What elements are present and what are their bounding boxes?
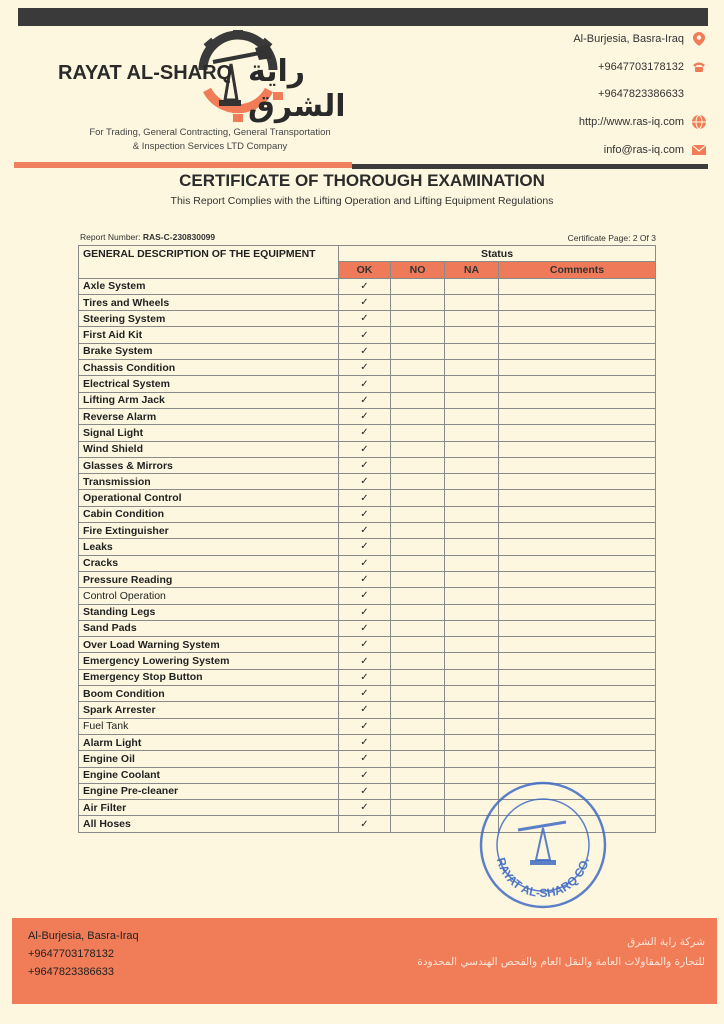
table-row [79,392,656,408]
table-row [79,637,656,653]
no-cell [391,294,445,310]
item-name: Spark Arrester [79,702,339,718]
item-name: Lifting Arm Jack [79,392,339,408]
footer-phone-2: +9647823386633 [28,966,114,978]
globe-icon [692,115,706,129]
no-cell [391,441,445,457]
table-row [79,278,656,294]
no-cell [391,490,445,506]
no-cell [391,360,445,376]
contact-website: http://www.ras-iq.com [579,115,706,129]
comments-cell [499,457,656,473]
table-row [79,311,656,327]
item-name: All Hoses [79,816,339,832]
item-name: Cabin Condition [79,506,339,522]
na-cell [445,686,499,702]
no-cell [391,637,445,653]
item-name: Steering System [79,311,339,327]
table-row [79,604,656,620]
na-cell [445,474,499,490]
comments-cell [499,408,656,424]
table-row [79,360,656,376]
table-row [79,702,656,718]
item-name: First Aid Kit [79,327,339,343]
na-cell [445,653,499,669]
page-subtitle: This Report Complies with the Lifting Operation and Lifting Equipment Regulations [170,195,554,207]
comments-cell [499,376,656,392]
stamp-text: RAYAT AL-SHARQ CO. [493,855,593,901]
item-name: Wind Shield [79,441,339,457]
no-cell [391,604,445,620]
comments-cell [499,327,656,343]
na-cell [445,457,499,473]
inspection-table [78,245,656,833]
location-icon [692,32,706,46]
comments-cell [499,311,656,327]
no-cell [391,620,445,636]
table-row [79,523,656,539]
ok-check-mark: ✓ [339,816,391,832]
table-row [79,474,656,490]
item-name: Engine Oil [79,751,339,767]
na-cell [445,734,499,750]
table-row [79,408,656,424]
na-cell [445,571,499,587]
no-cell [391,800,445,816]
comments-cell [499,734,656,750]
certificate-page: Certificate Page: 2 Of 3 [567,233,656,243]
comments-cell [499,392,656,408]
logo-english-text: RAYAT AL-SHARQ [58,62,233,84]
comments-cell [499,523,656,539]
no-cell [391,425,445,441]
ok-check-mark: ✓ [339,555,391,571]
ok-check-mark: ✓ [339,523,391,539]
comments-cell [499,425,656,441]
comments-cell [499,604,656,620]
no-cell [391,653,445,669]
comments-cell [499,637,656,653]
na-cell [445,539,499,555]
item-name: Alarm Light [79,734,339,750]
ok-check-mark: ✓ [339,783,391,799]
ok-check-mark: ✓ [339,767,391,783]
item-name: Electrical System [79,376,339,392]
table-row [79,539,656,555]
description-header: GENERAL DESCRIPTION OF THE EQUIPMENT [79,246,339,279]
na-cell [445,702,499,718]
na-cell [445,637,499,653]
ok-check-mark: ✓ [339,539,391,555]
item-name: Leaks [79,539,339,555]
na-cell [445,294,499,310]
na-cell [445,523,499,539]
ok-check-mark: ✓ [339,686,391,702]
table-row [79,751,656,767]
no-cell [391,278,445,294]
company-logo [58,30,358,122]
item-name: Glasses & Mirrors [79,457,339,473]
contact-phone-1: +9647703178132 [598,60,706,74]
comments-cell [499,620,656,636]
no-cell [391,751,445,767]
na-cell [445,360,499,376]
ok-check-mark: ✓ [339,278,391,294]
report-number-label: Report Number: [80,232,141,242]
contact-phone-2: +9647823386633 [598,88,684,100]
ok-check-mark: ✓ [339,653,391,669]
company-description-line1: For Trading, General Contracting, General Transportation [89,127,331,138]
table-row [79,571,656,587]
table-row [79,490,656,506]
footer [12,918,717,1004]
comments-cell [499,539,656,555]
ok-check-mark: ✓ [339,311,391,327]
top-bar [18,8,708,26]
na-cell [445,441,499,457]
item-name: Cracks [79,555,339,571]
no-cell [391,571,445,587]
comments-cell [499,751,656,767]
comments-cell [499,474,656,490]
na-cell [445,327,499,343]
na-cell [445,604,499,620]
na-cell [445,425,499,441]
no-cell [391,669,445,685]
ok-check-mark: ✓ [339,637,391,653]
page-title: CERTIFICATE OF THOROUGH EXAMINATION [179,171,545,190]
na-cell [445,555,499,571]
item-name: Control Operation [79,588,339,604]
ok-check-mark: ✓ [339,376,391,392]
comments-cell [499,441,656,457]
phone-icon [692,60,706,74]
item-name: Axle System [79,278,339,294]
table-row [79,457,656,473]
item-name: Operational Control [79,490,339,506]
footer-phone-1: +9647703178132 [28,948,114,960]
report-number [80,232,215,242]
na-cell [445,408,499,424]
no-cell [391,588,445,604]
company-description-line2: & Inspection Services LTD Company [132,141,288,152]
table-row [79,718,656,734]
table-row [79,441,656,457]
na-cell [445,588,499,604]
na-cell [445,506,499,522]
comments-cell [499,490,656,506]
footer-arabic-description: للتجارة والمقاولات العامة والنقل العام والفحص الهندسي المحدودة [417,956,705,968]
na-cell [445,718,499,734]
no-cell [391,686,445,702]
table-row [79,686,656,702]
contact-address: Al-Burjesia, Basra-Iraq [573,32,706,46]
column-na: NA [445,262,499,278]
column-no: NO [391,262,445,278]
ok-check-mark: ✓ [339,294,391,310]
item-name: Pressure Reading [79,571,339,587]
no-cell [391,718,445,734]
table-row [79,620,656,636]
ok-check-mark: ✓ [339,360,391,376]
table-body [79,278,656,832]
ok-check-mark: ✓ [339,408,391,424]
item-name: Fuel Tank [79,718,339,734]
mail-icon [692,143,706,157]
ok-check-mark: ✓ [339,441,391,457]
no-cell [391,702,445,718]
item-name: Chassis Condition [79,360,339,376]
table-row [79,734,656,750]
item-name: Brake System [79,343,339,359]
no-cell [391,408,445,424]
table-header-row [79,246,656,262]
ok-check-mark: ✓ [339,669,391,685]
no-cell [391,506,445,522]
comments-cell [499,506,656,522]
na-cell [445,392,499,408]
item-name: Emergency Lowering System [79,653,339,669]
item-name: Reverse Alarm [79,408,339,424]
na-cell [445,278,499,294]
comments-cell [499,294,656,310]
no-cell [391,767,445,783]
table-row [79,425,656,441]
table-row [79,653,656,669]
comments-cell [499,278,656,294]
comments-cell [499,360,656,376]
na-cell [445,490,499,506]
item-name: Fire Extinguisher [79,523,339,539]
status-header: Status [339,246,656,262]
comments-cell [499,343,656,359]
logo-arabic-text: راية الشرق [248,54,346,124]
no-cell [391,343,445,359]
footer-arabic-company: شركة راية الشرق [627,936,705,948]
table-row [79,555,656,571]
table-row [79,343,656,359]
column-comments: Comments [499,262,656,278]
na-cell [445,343,499,359]
item-name: Signal Light [79,425,339,441]
comments-cell [499,718,656,734]
na-cell [445,669,499,685]
item-name: Boom Condition [79,686,339,702]
na-cell [445,751,499,767]
company-stamp [478,780,608,910]
na-cell [445,376,499,392]
footer-address: Al-Burjesia, Basra-Iraq [28,930,139,942]
comments-cell [499,588,656,604]
no-cell [391,327,445,343]
item-name: Over Load Warning System [79,637,339,653]
item-name: Standing Legs [79,604,339,620]
table-row [79,294,656,310]
contact-email: info@ras-iq.com [604,143,706,157]
ok-check-mark: ✓ [339,327,391,343]
no-cell [391,392,445,408]
ok-check-mark: ✓ [339,571,391,587]
ok-check-mark: ✓ [339,604,391,620]
comments-cell [499,702,656,718]
item-name: Tires and Wheels [79,294,339,310]
comments-cell [499,669,656,685]
ok-check-mark: ✓ [339,588,391,604]
no-cell [391,734,445,750]
comments-cell [499,571,656,587]
table-row [79,376,656,392]
no-cell [391,555,445,571]
ok-check-mark: ✓ [339,474,391,490]
no-cell [391,474,445,490]
no-cell [391,816,445,832]
no-cell [391,523,445,539]
table-row [79,669,656,685]
ok-check-mark: ✓ [339,800,391,816]
table-row [79,588,656,604]
ok-check-mark: ✓ [339,751,391,767]
item-name: Sand Pads [79,620,339,636]
no-cell [391,783,445,799]
header-divider-orange [14,162,352,168]
comments-cell [499,686,656,702]
no-cell [391,311,445,327]
na-cell [445,311,499,327]
item-name: Engine Coolant [79,767,339,783]
item-name: Engine Pre-cleaner [79,783,339,799]
no-cell [391,457,445,473]
ok-check-mark: ✓ [339,718,391,734]
report-number-value: RAS-C-230830099 [142,232,216,242]
ok-check-mark: ✓ [339,343,391,359]
na-cell [445,620,499,636]
no-cell [391,539,445,555]
header-divider-dark [352,164,708,169]
ok-check-mark: ✓ [339,490,391,506]
column-ok: OK [339,262,391,278]
comments-cell [499,555,656,571]
ok-check-mark: ✓ [339,506,391,522]
item-name: Transmission [79,474,339,490]
table-row [79,506,656,522]
no-cell [391,376,445,392]
item-name: Emergency Stop Button [79,669,339,685]
table-row [79,327,656,343]
ok-check-mark: ✓ [339,702,391,718]
ok-check-mark: ✓ [339,734,391,750]
item-name: Air Filter [79,800,339,816]
ok-check-mark: ✓ [339,457,391,473]
ok-check-mark: ✓ [339,620,391,636]
ok-check-mark: ✓ [339,392,391,408]
ok-check-mark: ✓ [339,425,391,441]
comments-cell [499,653,656,669]
